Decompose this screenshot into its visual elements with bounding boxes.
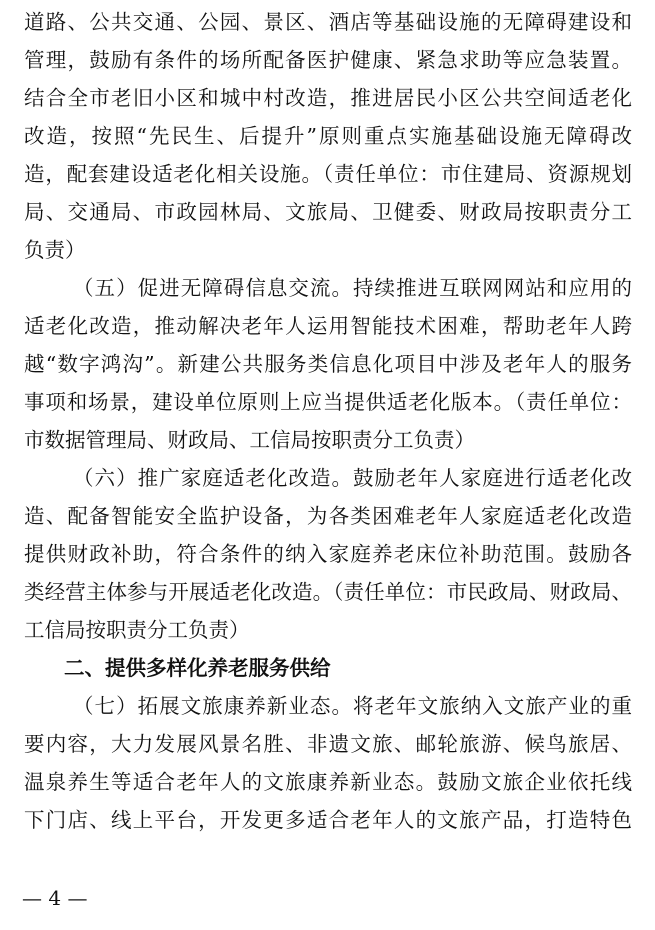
paragraph-line: 工信局按职责分工负责）: [24, 618, 250, 642]
paragraph-line: 提供财政补助，符合条件的纳入家庭养老床位补助范围。鼓励各: [24, 542, 632, 566]
paragraph-line: （七）拓展文旅康养新业态。将老年文旅纳入文旅产业的重: [73, 694, 632, 718]
paragraph-line: 结合全市老旧小区和城中村改造，推进居民小区公共空间适老化: [24, 86, 632, 110]
paragraph-line: 要内容，大力发展风景名胜、非遗文旅、邮轮旅游、候鸟旅居、: [24, 732, 632, 756]
paragraph-line: 局、交通局、市政园林局、文旅局、卫健委、财政局按职责分工: [24, 200, 632, 224]
paragraph-line: （六）推广家庭适老化改造。鼓励老年人家庭进行适老化改: [73, 466, 632, 490]
paragraph-line: 负责）: [24, 238, 86, 262]
section-heading: 二、提供多样化养老服务供给: [64, 656, 331, 680]
paragraph-line: 道路、公共交通、公园、景区、酒店等基础设施的无障碍建设和: [24, 10, 632, 34]
paragraph-line: 下门店、线上平台，开发更多适合老年人的文旅产品，打造特色: [24, 808, 632, 832]
paragraph-line: （五）促进无障碍信息交流。持续推进互联网网站和应用的: [73, 276, 632, 300]
paragraph-line: 造，配套建设适老化相关设施。（责任单位：市住建局、资源规划: [24, 162, 632, 186]
paragraph-line: 越“数字鸿沟”。新建公共服务类信息化项目中涉及老年人的服务: [24, 352, 632, 376]
paragraph-line: 管理，鼓励有条件的场所配备医护健康、紧急求助等应急装置。: [24, 48, 632, 72]
paragraph-line: 造、配备智能安全监护设备，为各类困难老年人家庭适老化改造: [24, 504, 632, 528]
paragraph-line: 市数据管理局、财政局、工信局按职责分工负责）: [24, 428, 475, 452]
paragraph-line: 类经营主体参与开展适老化改造。（责任单位：市民政局、财政局、: [24, 580, 632, 604]
paragraph-line: 适老化改造，推动解决老年人运用智能技术困难，帮助老年人跨: [24, 314, 632, 338]
page-number: — 4 —: [22, 886, 88, 910]
paragraph-line: 温泉养生等适合老年人的文旅康养新业态。鼓励文旅企业依托线: [24, 770, 632, 794]
paragraph-line: 改造，按照“先民生、后提升”原则重点实施基础设施无障碍改: [24, 124, 632, 148]
paragraph-line: 事项和场景，建设单位原则上应当提供适老化版本。（责任单位：: [24, 390, 632, 414]
